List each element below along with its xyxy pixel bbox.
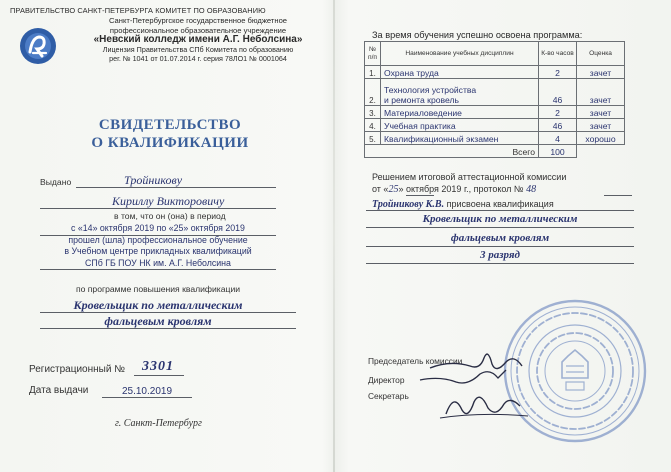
row-num: 3.	[365, 106, 381, 119]
row-discipline: Квалификационный экзамен	[381, 132, 539, 145]
decision-line-2	[372, 184, 536, 195]
organization-header	[66, 16, 330, 63]
registration-underline	[134, 375, 184, 376]
document-title	[60, 116, 280, 152]
signatures-icon	[410, 340, 550, 430]
row-hours: 4	[539, 132, 577, 145]
college-short-name: СПб ГБ ПОУ НК им. А.Г. Неболсина	[85, 258, 231, 268]
program-underline-2	[40, 328, 296, 329]
decision-line-1: Решением итоговой аттестационной комиссии	[372, 172, 567, 182]
header-hours: К-во часов	[539, 42, 577, 66]
training-period: с «14» октября 2019 по «25» октября 2019	[71, 223, 245, 233]
row-grade: зачет	[577, 106, 625, 119]
commission-chair-label: Председатель комиссии	[368, 356, 463, 366]
table-total-row	[365, 145, 625, 158]
title-line-1: СВИДЕТЕЛЬСТВО	[98, 117, 242, 133]
decision-mid: » октября 2019 г., протокол №	[398, 184, 524, 194]
secretary-label: Секретарь	[368, 391, 409, 401]
header-num: № п/п	[365, 42, 381, 66]
header-grade: Оценка	[577, 42, 625, 66]
assigned-line	[372, 199, 554, 210]
qualification-underline-1	[366, 227, 634, 228]
row-discipline	[381, 79, 539, 106]
row-hours: 2	[539, 106, 577, 119]
decision-day: 25	[388, 184, 399, 195]
title-line-2: О КВАЛИФИКАЦИИ	[91, 135, 249, 151]
director-label: Директор	[368, 375, 405, 385]
license-line-2: рег. № 1041 от 01.07.2014 г. серия 78ЛО1 № 0001064	[109, 53, 287, 63]
row-num: 5.	[365, 132, 381, 145]
table-row	[365, 66, 625, 79]
period-intro: в том, что он (она) в период	[114, 211, 226, 221]
org-line-1: Санкт-Петербургское государственное бюджетное	[108, 16, 288, 25]
total-empty	[577, 145, 625, 158]
ministry-line: ПРАВИТЕЛЬСТВО САНКТ-ПЕТЕРБУРГА КОМИТЕТ ПО ОБРАЗОВАНИЮ	[10, 6, 266, 15]
holder-name: Кириллу Викторовичу	[112, 194, 225, 208]
row-discipline: Учебная практика	[381, 119, 539, 132]
issue-date-label: Дата выдачи	[29, 385, 89, 396]
issue-date-underline	[102, 397, 192, 398]
assigned-text: присвоена квалификация	[446, 199, 554, 209]
row-num: 4.	[365, 119, 381, 132]
program-table	[364, 41, 625, 158]
rank: 3 разряд	[479, 249, 521, 261]
issued-label: Выдано	[40, 177, 72, 187]
row-discipline: Материаловедение	[381, 106, 539, 119]
row-num: 1.	[365, 66, 381, 79]
row-hours: 46	[539, 79, 577, 106]
table-row	[365, 79, 625, 106]
table-row	[365, 106, 625, 119]
college-underline	[40, 269, 276, 270]
total-hours: 100	[539, 145, 577, 158]
row-discipline-line-2: и ремонта кровель	[384, 95, 459, 105]
row-hours: 46	[539, 119, 577, 132]
table-header-row	[365, 42, 625, 66]
rank-underline	[366, 263, 634, 264]
training-passed: прошел (шла) профессиональное обучение	[68, 235, 248, 245]
protocol-underline	[604, 195, 632, 196]
row-grade: зачет	[577, 119, 625, 132]
program-underline-1	[40, 312, 296, 313]
surname-underline	[76, 187, 276, 188]
row-discipline: Охрана труда	[381, 66, 539, 79]
page-fold	[333, 0, 335, 472]
issue-date: 25.10.2019	[121, 386, 173, 397]
row-hours: 2	[539, 66, 577, 79]
row-grade: зачет	[577, 66, 625, 79]
program-table-title: За время обучения успешно освоена программа:	[372, 30, 583, 40]
program-line-1: Кровельщик по металлическим	[73, 298, 243, 312]
registration-label: Регистрационный №	[29, 364, 125, 375]
holder-surname: Тройникову	[124, 173, 183, 187]
city: г. Санкт-Петербург	[115, 418, 202, 429]
org-line-2: профессиональное образовательное учреждение	[109, 25, 287, 35]
table-row	[365, 119, 625, 132]
day-underline	[406, 195, 434, 196]
row-grade: зачет	[577, 79, 625, 106]
qualification-line-2: фальцевым кровлям	[450, 232, 550, 244]
name-underline	[40, 208, 276, 209]
college-name: «Невский колледж имени А.Г. Неболсина»	[93, 34, 303, 46]
program-line-2: фальцевым кровлям	[104, 314, 212, 328]
row-num: 2.	[365, 79, 381, 106]
header-discipline: Наименование учебных дисциплин	[381, 42, 539, 66]
assigned-underline	[366, 210, 634, 211]
training-center: в Учебном центре прикладных квалификаций	[64, 246, 252, 256]
row-grade: хорошо	[577, 132, 625, 145]
decision-from: от «	[372, 184, 389, 194]
college-logo-icon	[18, 26, 58, 66]
license-line-1: Лицензия Правительства СПб Комитета по образованию	[102, 44, 294, 54]
program-label: по программе повышения квалификации	[75, 284, 241, 294]
table-row	[365, 132, 625, 145]
total-label: Всего	[365, 145, 539, 158]
qualification-line-1: Кровельщик по металлическим	[422, 213, 578, 225]
qualification-underline-2	[366, 246, 634, 247]
assigned-name: Тройникову К.В.	[372, 199, 445, 210]
row-discipline-line-1: Технология устройства	[384, 85, 477, 95]
registration-number: 3301	[142, 359, 174, 374]
protocol-number: 48	[526, 184, 537, 195]
